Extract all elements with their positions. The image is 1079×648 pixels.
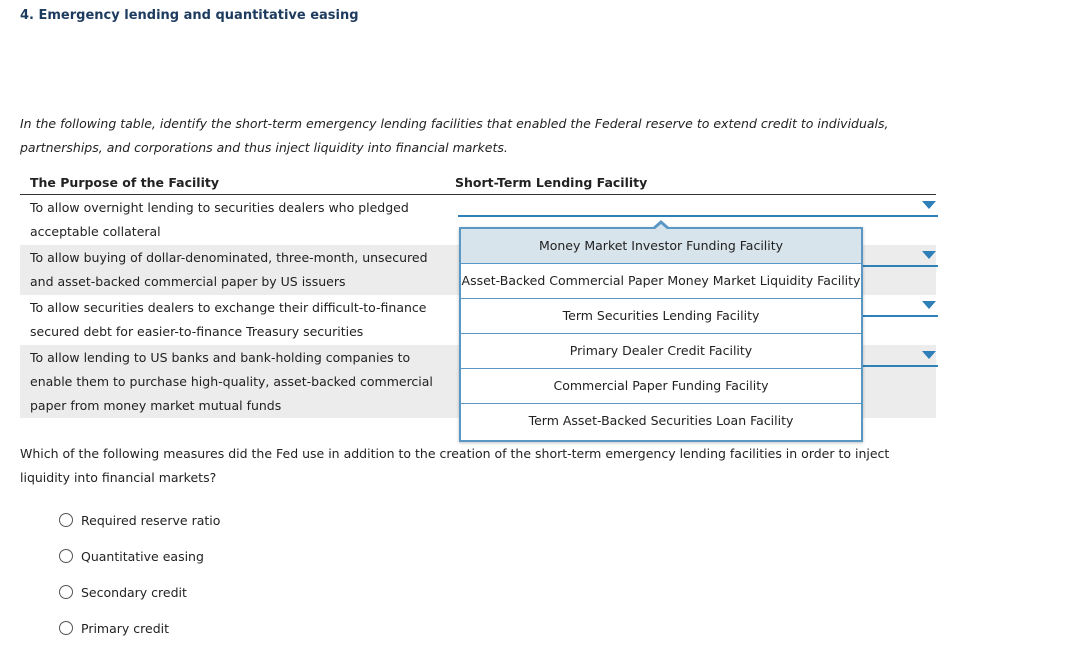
- dropdown-option[interactable]: Primary Dealer Credit Facility: [461, 334, 861, 369]
- purpose-cell: To allow overnight lending to securities dealers who pledged acceptable collateral: [30, 200, 409, 239]
- choice-label[interactable]: Secondary credit: [81, 585, 187, 600]
- page-title: 4. Emergency lending and quantitative easing: [20, 8, 359, 23]
- facility-dropdown-list: [459, 227, 863, 442]
- radio-circle-icon[interactable]: [59, 621, 73, 635]
- dropdown-option[interactable]: Money Market Investor Funding Facility: [461, 229, 861, 264]
- chevron-down-icon[interactable]: [922, 301, 936, 309]
- choice-label[interactable]: Required reserve ratio: [81, 513, 221, 528]
- facility-select[interactable]: [863, 295, 938, 317]
- column-header-purpose: The Purpose of the Facility: [30, 175, 219, 190]
- dropdown-option[interactable]: Commercial Paper Funding Facility: [461, 369, 861, 404]
- radio-circle-icon[interactable]: [59, 549, 73, 563]
- dropdown-option[interactable]: Term Asset-Backed Securities Loan Facility: [528, 413, 794, 428]
- dropdown-option[interactable]: Term Securities Lending Facility: [461, 299, 861, 334]
- purpose-cell: To allow buying of dollar-denominated, three-month, unsecured and asset-backed commercial paper by US issuers: [30, 250, 428, 289]
- dropdown-caret-fill: [654, 224, 668, 230]
- chevron-down-icon[interactable]: [922, 351, 936, 359]
- facility-select[interactable]: [458, 195, 938, 217]
- facility-select[interactable]: [863, 345, 938, 367]
- column-header-facility: Short-Term Lending Facility: [455, 175, 648, 190]
- purpose-cell: To allow lending to US banks and bank-holding companies to enable them to purchase high-quality, asset-backed commercial paper from money market mutual funds: [30, 350, 433, 413]
- purpose-cell: To allow securities dealers to exchange their difficult-to-finance secured debt for easier-to-finance Treasury securities: [30, 300, 427, 339]
- dropdown-option[interactable]: Asset-Backed Commercial Paper Money Market Liquidity Facility: [461, 264, 861, 299]
- question-text: Which of the following measures did the Fed use in addition to the creation of the short-term emergency lending facilities in order to inject liquidity into financial markets?: [20, 446, 890, 485]
- radio-circle-icon[interactable]: [59, 585, 73, 599]
- chevron-down-icon[interactable]: [922, 251, 936, 259]
- chevron-down-icon[interactable]: [922, 201, 936, 209]
- choice-label[interactable]: Primary credit: [81, 621, 170, 636]
- instructions-text: In the following table, identify the short-term emergency lending facilities that enabled the Federal reserve to extend credit to individuals, partnerships, and corporations and thus inject liquidity into financial markets.: [20, 116, 889, 155]
- facility-select[interactable]: [863, 245, 938, 267]
- radio-circle-icon[interactable]: [59, 513, 73, 527]
- choice-label[interactable]: Quantitative easing: [81, 549, 204, 564]
